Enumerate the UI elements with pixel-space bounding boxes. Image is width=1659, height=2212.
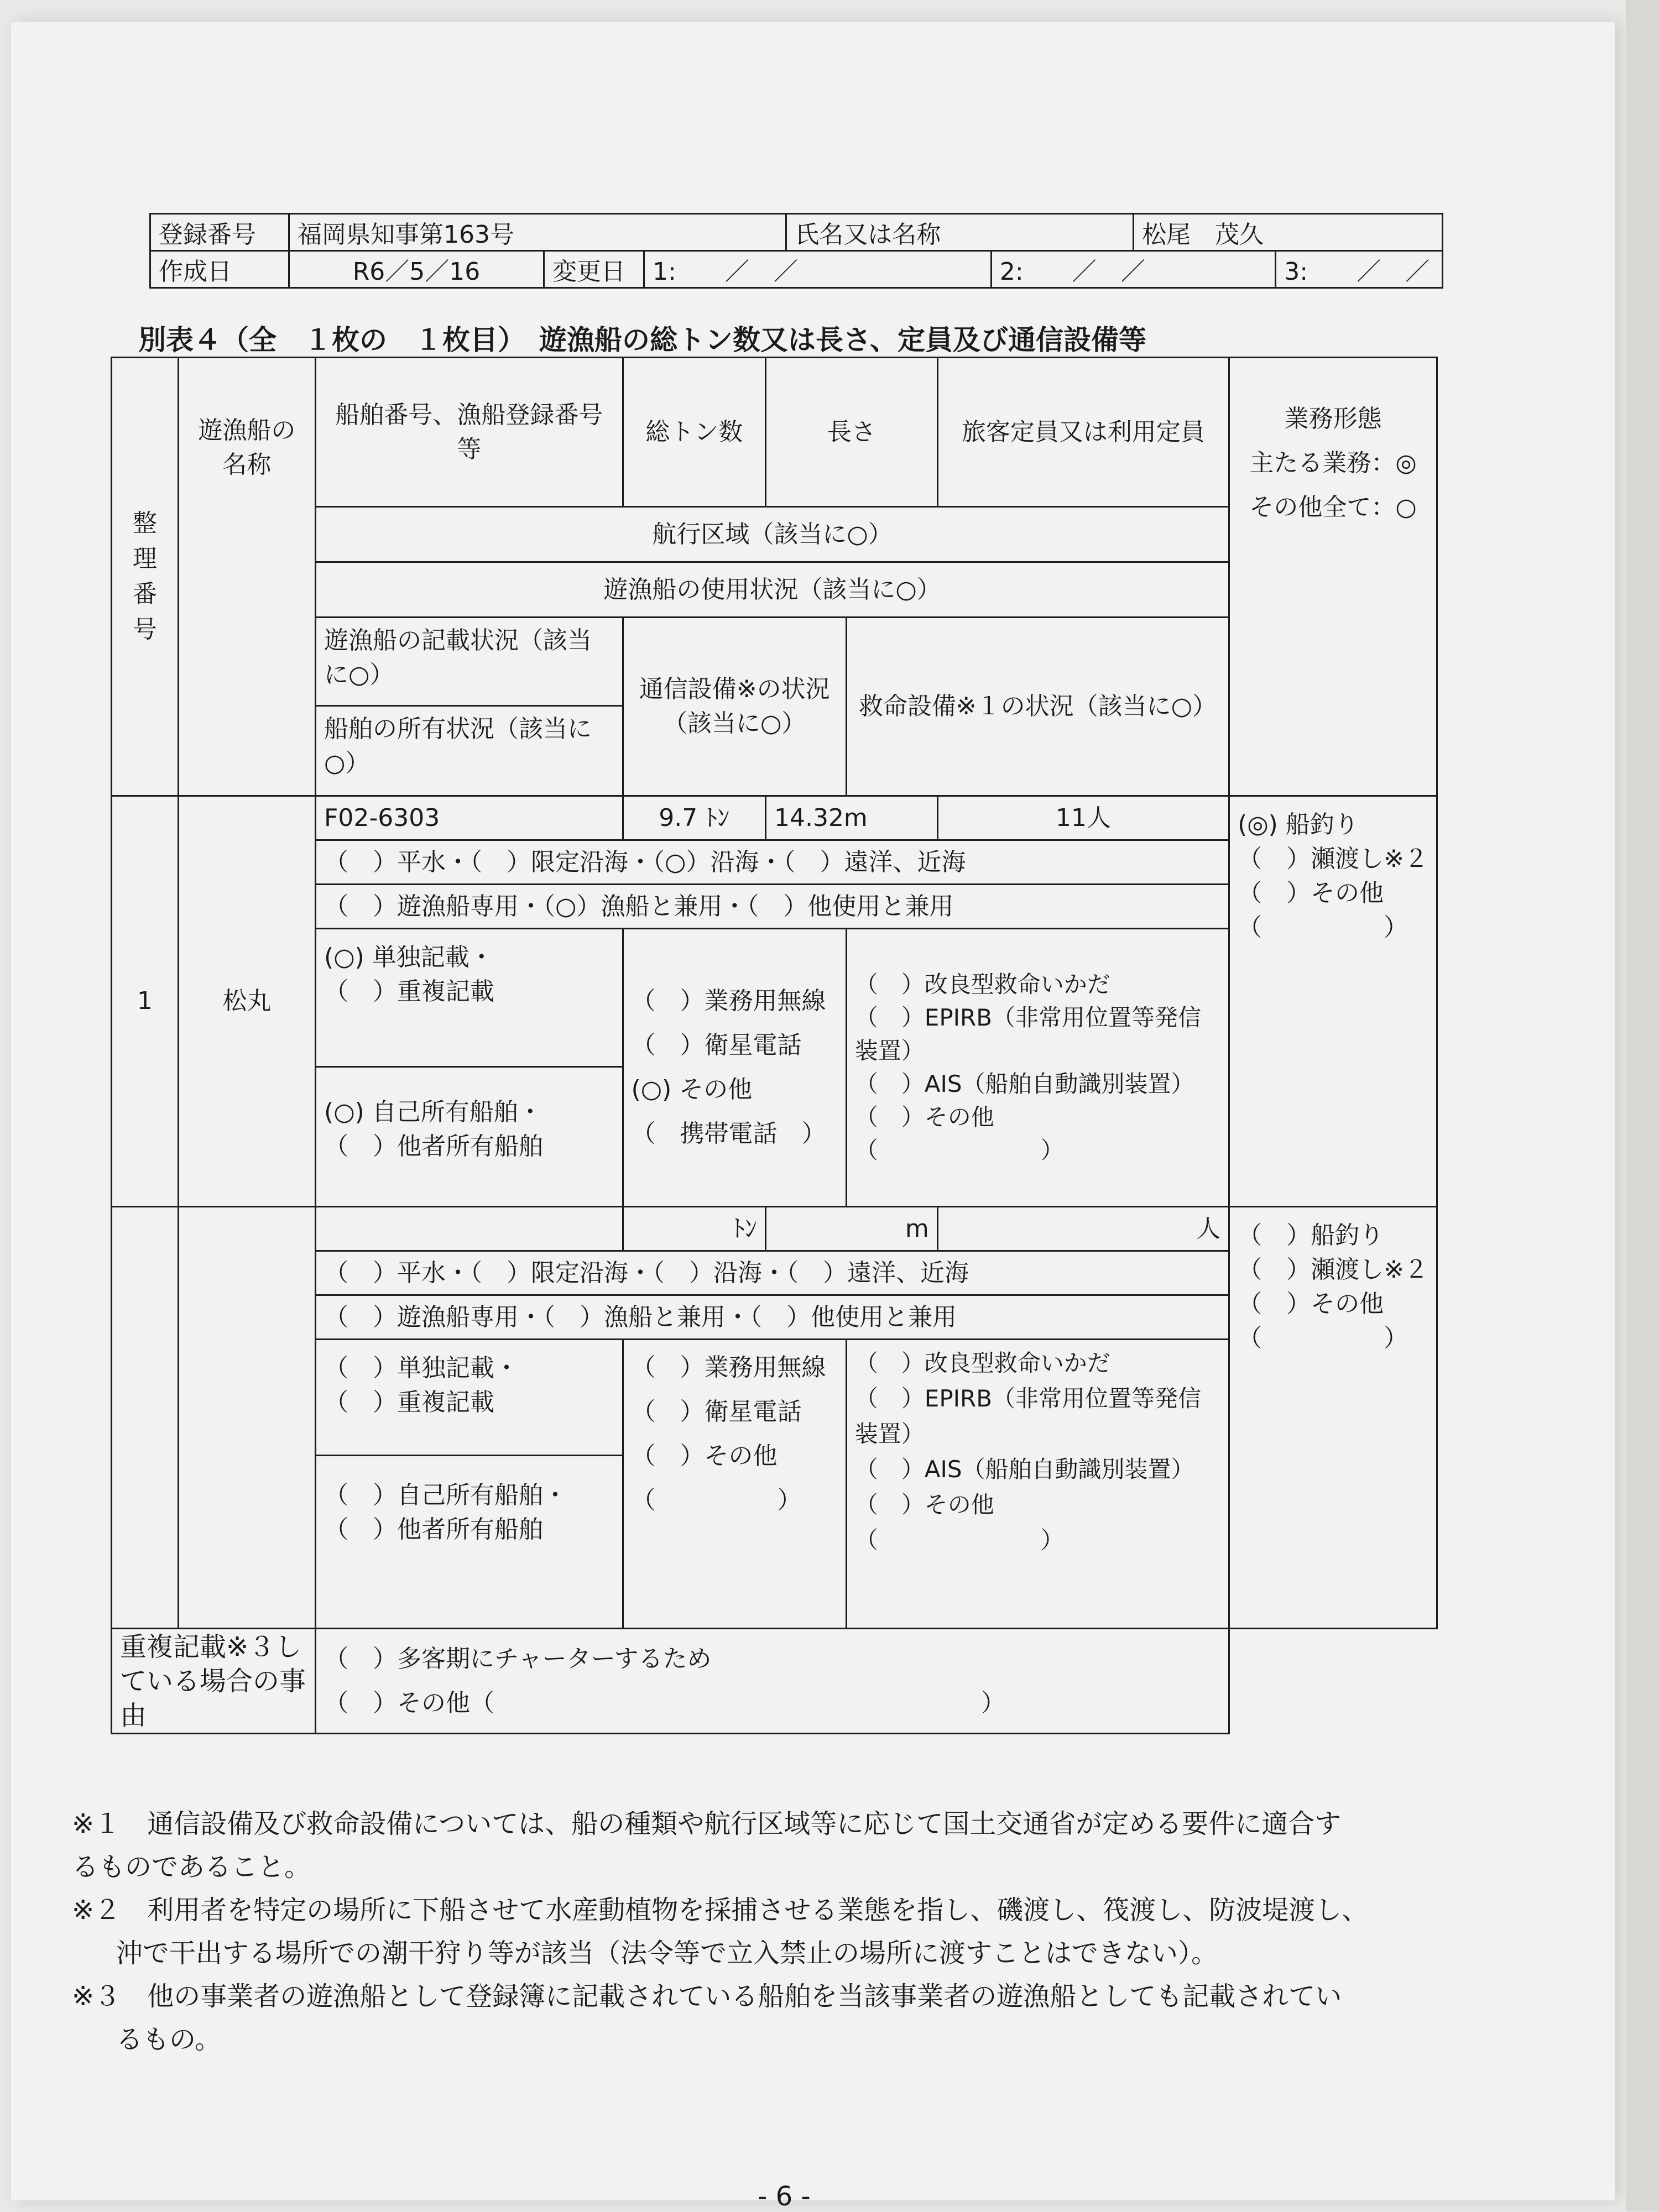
ownership-opt: （ ）他者所有船舶	[324, 1515, 544, 1544]
col-capacity: 旅客定員又は利用定員	[937, 358, 1229, 507]
entry-length: m	[765, 1207, 937, 1251]
entry-rescue	[846, 929, 1229, 1207]
create-date-label: 作成日	[150, 251, 289, 288]
entry-capacity: 11人	[937, 796, 1229, 840]
name-label: 氏名又は名称	[786, 214, 1134, 251]
rescue-opt: （ ）改良型救命いかだ	[854, 971, 1110, 998]
record-opt: （ ）重複記載	[324, 1388, 495, 1416]
entry-usage: （ ）遊漁船専用・（ ）漁船と兼用・（ ）他使用と兼用	[316, 1295, 1229, 1340]
business-opt: （ ）	[1238, 1324, 1408, 1352]
entry-length: 14.32m	[765, 796, 937, 840]
entry-record-ownership	[316, 1340, 623, 1629]
entry-area: （ ）平水・（ ）限定沿海・（ ）沿海・（ ）遠洋、近海	[316, 1251, 1229, 1295]
comm-opt: (○) その他	[631, 1075, 753, 1104]
entry-seiri: 1	[112, 796, 179, 1207]
rescue-opt: （ ）AIS（船舶自動識別装置）	[854, 1070, 1194, 1097]
col-seiri: 整理番号	[112, 358, 179, 796]
entry-comm	[623, 1340, 846, 1629]
entry-row	[112, 796, 1437, 840]
entry-tonnage: ﾄﾝ	[623, 1207, 765, 1251]
entry-record	[316, 1340, 622, 1456]
entry-record-ownership	[316, 929, 623, 1207]
entry-tonnage: 9.7 ﾄﾝ	[623, 796, 765, 840]
col-rescue: 救命設備※１の状況（該当に○）	[846, 618, 1229, 796]
record-opt: （ ）単独記載・	[324, 1354, 519, 1382]
col-number: 船舶番号、漁船登録番号等	[316, 358, 623, 507]
rescue-opt: （ ）その他	[854, 1104, 994, 1131]
col-area: 航行区域（該当に○）	[316, 507, 1229, 562]
entry-business	[1229, 1207, 1437, 1629]
rescue-opt: （ ）AIS（船舶自動識別装置）	[854, 1456, 1194, 1483]
col-name: 遊漁船の名称	[178, 358, 315, 796]
duplicate-label: 重複記載※３している場合の事由	[112, 1629, 316, 1734]
change-date-2: 2: ／ ／	[991, 251, 1275, 288]
entry-ownership	[316, 1456, 622, 1628]
entry-seiri	[112, 1207, 179, 1629]
record-opt: (○) 単独記載・	[324, 943, 494, 971]
entry-number	[316, 1207, 623, 1251]
footnotes	[72, 1802, 1510, 2061]
business-main: 主たる業務：◎	[1249, 449, 1417, 477]
registration-table	[149, 213, 1443, 289]
entry-rescue	[846, 1340, 1229, 1629]
duplicate-opt-charter: （ ）多客期にチャーターするため	[324, 1644, 712, 1673]
entry-name	[178, 1207, 315, 1629]
entry-record	[316, 929, 622, 1068]
business-opt: （ ）瀬渡し※２	[1238, 845, 1428, 873]
rescue-opt: （ ）	[854, 1526, 1064, 1554]
change-date-1: 1: ／ ／	[644, 251, 992, 288]
col-business	[1229, 358, 1437, 796]
comm-opt: （ ）その他	[631, 1442, 778, 1470]
entry-ownership	[316, 1068, 622, 1206]
change-date-label: 変更日	[544, 251, 644, 288]
duplicate-options	[316, 1629, 1229, 1734]
note-2: ※２ 利用者を特定の場所に下船させて水産動植物を採捕させる業態を指し、磯渡し、筏渡し、防波堤渡し、	[72, 1895, 1369, 1926]
reg-number-value: 福岡県知事第163号	[289, 214, 786, 251]
col-length: 長さ	[765, 358, 937, 507]
change-date-3: 3: ／ ／	[1276, 251, 1443, 288]
entry-number: F02-6303	[316, 796, 623, 840]
col-tonnage: 総トン数	[623, 358, 765, 507]
note-2-cont: 沖で干出する場所での潮干狩り等が該当（法令等で立入禁止の場所に渡すことはできない）。	[116, 1938, 1218, 1969]
business-opt: （ ）その他	[1238, 1290, 1384, 1318]
business-opt: （ ）	[1238, 913, 1408, 942]
comm-opt: （ 携帯電話 ）	[631, 1120, 826, 1148]
col-record-ownership	[316, 618, 623, 796]
comm-opt: （ ）衛星電話	[631, 1398, 802, 1426]
entry-business	[1229, 796, 1437, 1207]
page-title: 別表４（全 １枚の １枚目） 遊漁船の総トン数又は長さ、定員及び通信設備等	[138, 324, 1146, 356]
page-edge	[1626, 0, 1659, 2211]
note-3: ※３ 他の事業者の遊漁船として登録簿に記載されている船舶を当該事業者の遊漁船としても記載されてい	[72, 1981, 1342, 2012]
note-3-cont: るもの。	[116, 2024, 222, 2055]
note-1-cont: るものであること。	[72, 1852, 311, 1882]
rescue-opt: （ ）その他	[854, 1491, 994, 1518]
business-opt: (◎) 船釣り	[1238, 810, 1359, 839]
create-date-value: R6／5／16	[289, 251, 544, 288]
col-comm: 通信設備※の状況（該当に○）	[623, 618, 846, 796]
rescue-opt: （ ）EPIRB（非常用位置等発信装置）	[854, 1004, 1202, 1064]
ownership-opt: (○) 自己所有船舶・	[324, 1098, 542, 1126]
business-opt: （ ）瀬渡し※２	[1238, 1256, 1428, 1284]
entry-row	[112, 1207, 1437, 1251]
record-opt: （ ）重複記載	[324, 977, 495, 1006]
rescue-opt: （ ）	[854, 1137, 1064, 1164]
reg-number-label: 登録番号	[150, 214, 289, 251]
business-opt: （ ）その他	[1238, 879, 1384, 907]
col-record: 遊漁船の記載状況（該当に○）	[316, 618, 622, 707]
business-opt: （ ）船釣り	[1238, 1221, 1384, 1249]
col-usage: 遊漁船の使用状況（該当に○）	[316, 562, 1229, 618]
rescue-opt: （ ）改良型救命いかだ	[854, 1350, 1110, 1377]
entry-usage: （ ）遊漁船専用・（○）漁船と兼用・（ ）他使用と兼用	[316, 885, 1229, 929]
business-other: その他全て：○	[1249, 493, 1417, 521]
duplicate-opt-other: （ ）その他（ ）	[324, 1688, 1006, 1717]
col-ownership: 船舶の所有状況（該当に○）	[324, 715, 592, 777]
entry-area: （ ）平水・（ ）限定沿海・（○）沿海・（ ）遠洋、近海	[316, 840, 1229, 885]
comm-opt: （ ）業務用無線	[631, 987, 826, 1015]
entry-name: 松丸	[178, 796, 315, 1207]
entry-capacity: 人	[937, 1207, 1229, 1251]
comm-opt: （ ）	[631, 1486, 802, 1514]
ownership-opt: （ ）自己所有船舶・	[324, 1481, 568, 1509]
entry-comm	[623, 929, 846, 1207]
rescue-opt: （ ）EPIRB（非常用位置等発信装置）	[854, 1385, 1202, 1447]
comm-opt: （ ）衛星電話	[631, 1031, 802, 1059]
note-1: ※１ 通信設備及び救命設備については、船の種類や航行区域等に応じて国土交通省が定める要件に適合す	[72, 1808, 1342, 1839]
ownership-opt: （ ）他者所有船舶	[324, 1132, 544, 1160]
vessel-table	[111, 357, 1438, 1734]
comm-opt: （ ）業務用無線	[631, 1353, 826, 1382]
business-title: 業務形態	[1284, 405, 1382, 433]
name-value: 松尾 茂久	[1134, 214, 1443, 251]
page-number: - 6 -	[758, 2181, 811, 2212]
